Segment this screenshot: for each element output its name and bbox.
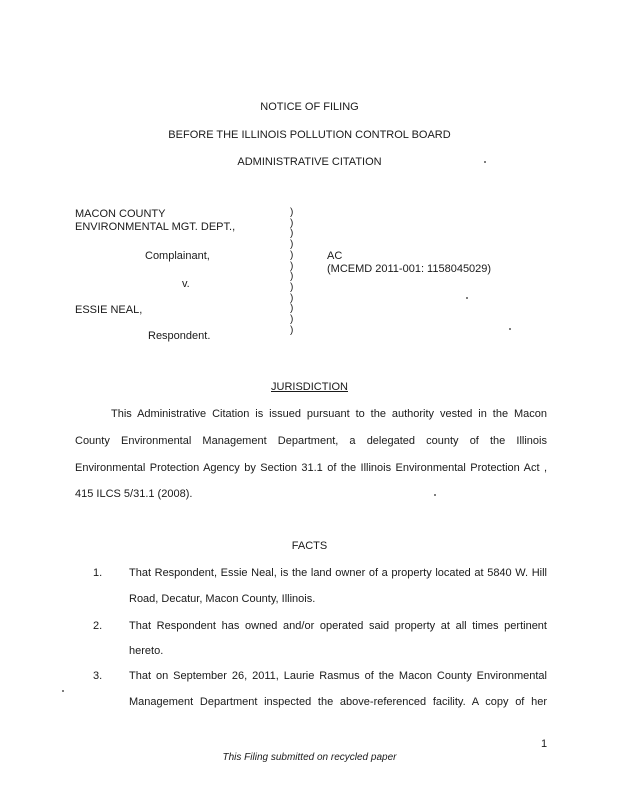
paren: ) — [290, 324, 294, 336]
jurisdiction-line: This Administrative Citation is issued pursuant to the authority vested in the Macon — [111, 408, 547, 420]
complainant-role: Complainant, — [145, 250, 210, 262]
respondent-name: ESSIE NEAL, — [75, 304, 143, 316]
caption-parenthesis-column — [290, 208, 300, 336]
fact-line: That Respondent, Essie Neal, is the land owner of a property located at 5840 W. Hill — [129, 567, 547, 579]
citation-type: ADMINISTRATIVE CITATION — [237, 156, 382, 168]
scan-speck — [509, 328, 511, 330]
facts-heading: FACTS — [291, 540, 328, 552]
document-title: NOTICE OF FILING — [260, 101, 359, 113]
paren: ) — [290, 281, 294, 293]
page-number: 1 — [541, 738, 548, 750]
scan-speck — [434, 494, 436, 496]
complainant-name-line1: MACON COUNTY — [75, 208, 166, 220]
paren: ) — [290, 314, 294, 326]
respondent-role: Respondent. — [148, 330, 211, 342]
paren: ) — [290, 249, 294, 261]
complainant-name-line2: ENVIRONMENTAL MGT. DEPT., — [75, 221, 236, 233]
fact-number: 3. — [93, 670, 103, 682]
jurisdiction-heading: JURISDICTION — [271, 381, 348, 393]
paren: ) — [290, 292, 294, 304]
board-name: BEFORE THE ILLINOIS POLLUTION CONTROL BOARD — [168, 129, 451, 141]
scan-speck — [62, 690, 64, 692]
versus: v. — [182, 278, 190, 290]
recycled-paper-note: This Filing submitted on recycled paper — [222, 752, 397, 763]
case-label: AC — [327, 250, 343, 262]
fact-line: Management Department inspected the above-referenced facility. A copy of her — [129, 696, 547, 708]
fact-line: Road, Decatur, Macon County, Illinois. — [129, 593, 316, 605]
jurisdiction-line: 415 ILCS 5/31.1 (2008). — [75, 488, 193, 500]
fact-number: 2. — [93, 620, 103, 632]
paren: ) — [290, 228, 294, 240]
fact-number: 1. — [93, 567, 103, 579]
fact-line: hereto. — [129, 645, 164, 657]
paren: ) — [290, 239, 294, 251]
fact-line: That on September 26, 2011, Laurie Rasmus of the Macon County Environmental — [129, 670, 547, 682]
jurisdiction-line: County Environmental Management Department, a delegated county of the Illinois — [75, 435, 547, 447]
paren: ) — [290, 271, 294, 283]
case-number: (MCEMD 2011-001: 1158045029) — [327, 263, 492, 275]
jurisdiction-line: Environmental Protection Agency by Section 31.1 of the Illinois Environmental Protection Act , — [75, 462, 547, 474]
scan-speck — [466, 297, 468, 299]
paren: ) — [290, 303, 294, 315]
fact-line: That Respondent has owned and/or operated said property at all times pertinent — [129, 620, 547, 632]
paren: ) — [290, 217, 294, 229]
scan-speck — [484, 161, 486, 163]
paren: ) — [290, 260, 294, 272]
paren: ) — [290, 207, 294, 218]
